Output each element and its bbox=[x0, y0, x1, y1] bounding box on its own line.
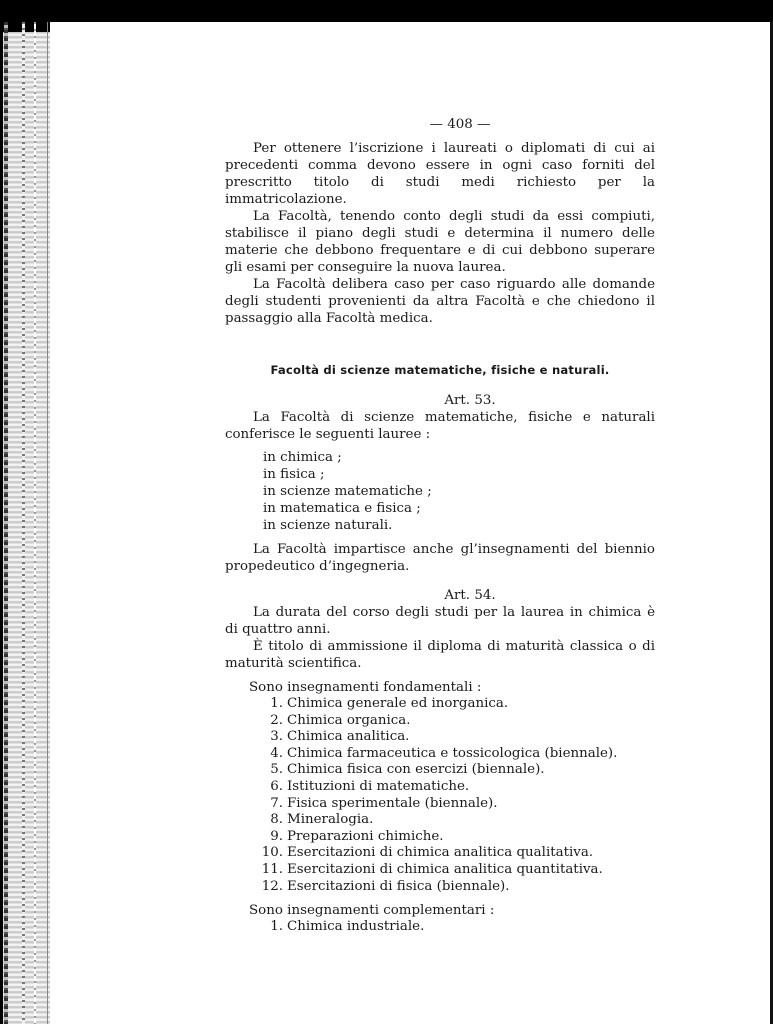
art54-durata: La durata del corso degli studi per la laurea in chimica è di quattro anni. bbox=[225, 605, 655, 637]
document-page bbox=[225, 116, 655, 936]
list-item: 5. Chimica fisica con esercizi (biennale). bbox=[270, 762, 545, 778]
list-item: 7. Fisica sperimentale (biennale). bbox=[270, 795, 498, 811]
list-item: 1. Chimica industriale. bbox=[270, 919, 425, 935]
fondamentali-label: Sono insegnamenti fondamentali : bbox=[249, 680, 482, 695]
list-item: 3. Chimica analitica. bbox=[270, 729, 410, 745]
book-binding-edge bbox=[0, 0, 50, 1024]
list-item: 8. Mineralogia. bbox=[270, 812, 374, 828]
lauree-list bbox=[263, 449, 655, 534]
list-item: 12. Esercitazioni di fisica (biennale). bbox=[261, 878, 510, 894]
list-item: 11. Esercitazioni di chimica analitica quantitativa. bbox=[261, 861, 603, 877]
list-item: in chimica ; bbox=[263, 450, 342, 465]
art53-intro: La Facoltà di scienze matematiche, fisiche e naturali conferisce le seguenti lauree : bbox=[225, 410, 655, 442]
complementari-list bbox=[225, 919, 655, 936]
list-item: 6. Istituzioni di matematiche. bbox=[270, 778, 470, 794]
paragraph-piano-studi: La Facoltà, tenendo conto degli studi da essi compiuti, stabilisce il piano degli studi e determina il numero delle materie che debbono frequentare e di cui debbono superare gli esami per conseguire la nuova laurea. bbox=[225, 209, 655, 275]
complementari-label: Sono insegnamenti complementari : bbox=[249, 903, 495, 919]
list-item: in scienze naturali. bbox=[263, 518, 393, 533]
article-heading-54: Art. 54. bbox=[444, 588, 496, 603]
fondamentali-list bbox=[225, 696, 655, 895]
page-number: — 408 — bbox=[429, 117, 491, 132]
list-item: 1. Chimica generale ed inorganica. bbox=[270, 696, 509, 711]
section-title: Facoltà di scienze matematiche, fisiche e naturali. bbox=[270, 363, 610, 377]
list-item: 2. Chimica organica. bbox=[270, 712, 411, 728]
list-item: 10. Esercitazioni di chimica analitica qualitativa. bbox=[261, 845, 594, 861]
list-item: 4. Chimica farmaceutica e tossicologica (biennale). bbox=[270, 745, 618, 761]
list-item: 9. Preparazioni chimiche. bbox=[270, 828, 444, 844]
scan-top-border bbox=[0, 0, 773, 22]
paragraph-iscrizione: Per ottenere l’iscrizione i laureati o diplomati di cui ai precedenti comma devono essere in ogni caso forniti del prescritto titolo di studi medi richiesto per la immatricolazione. bbox=[225, 141, 655, 207]
paragraph-passaggio: La Facoltà delibera caso per caso riguardo alle domande degli studenti provenienti da altra Facoltà e che chiedono il passaggio alla Facoltà medica. bbox=[225, 277, 655, 326]
list-item: in fisica ; bbox=[263, 467, 325, 482]
list-item: in scienze matematiche ; bbox=[263, 484, 432, 499]
art54-ammissione: È titolo di ammissione il diploma di maturità classica o di maturità scientifica. bbox=[225, 639, 655, 671]
article-heading-53: Art. 53. bbox=[444, 393, 496, 408]
art53-closing: La Facoltà impartisce anche gl’insegnamenti del biennio propedeutico d’ingegneria. bbox=[225, 542, 655, 574]
list-item: in matematica e fisica ; bbox=[263, 501, 421, 516]
